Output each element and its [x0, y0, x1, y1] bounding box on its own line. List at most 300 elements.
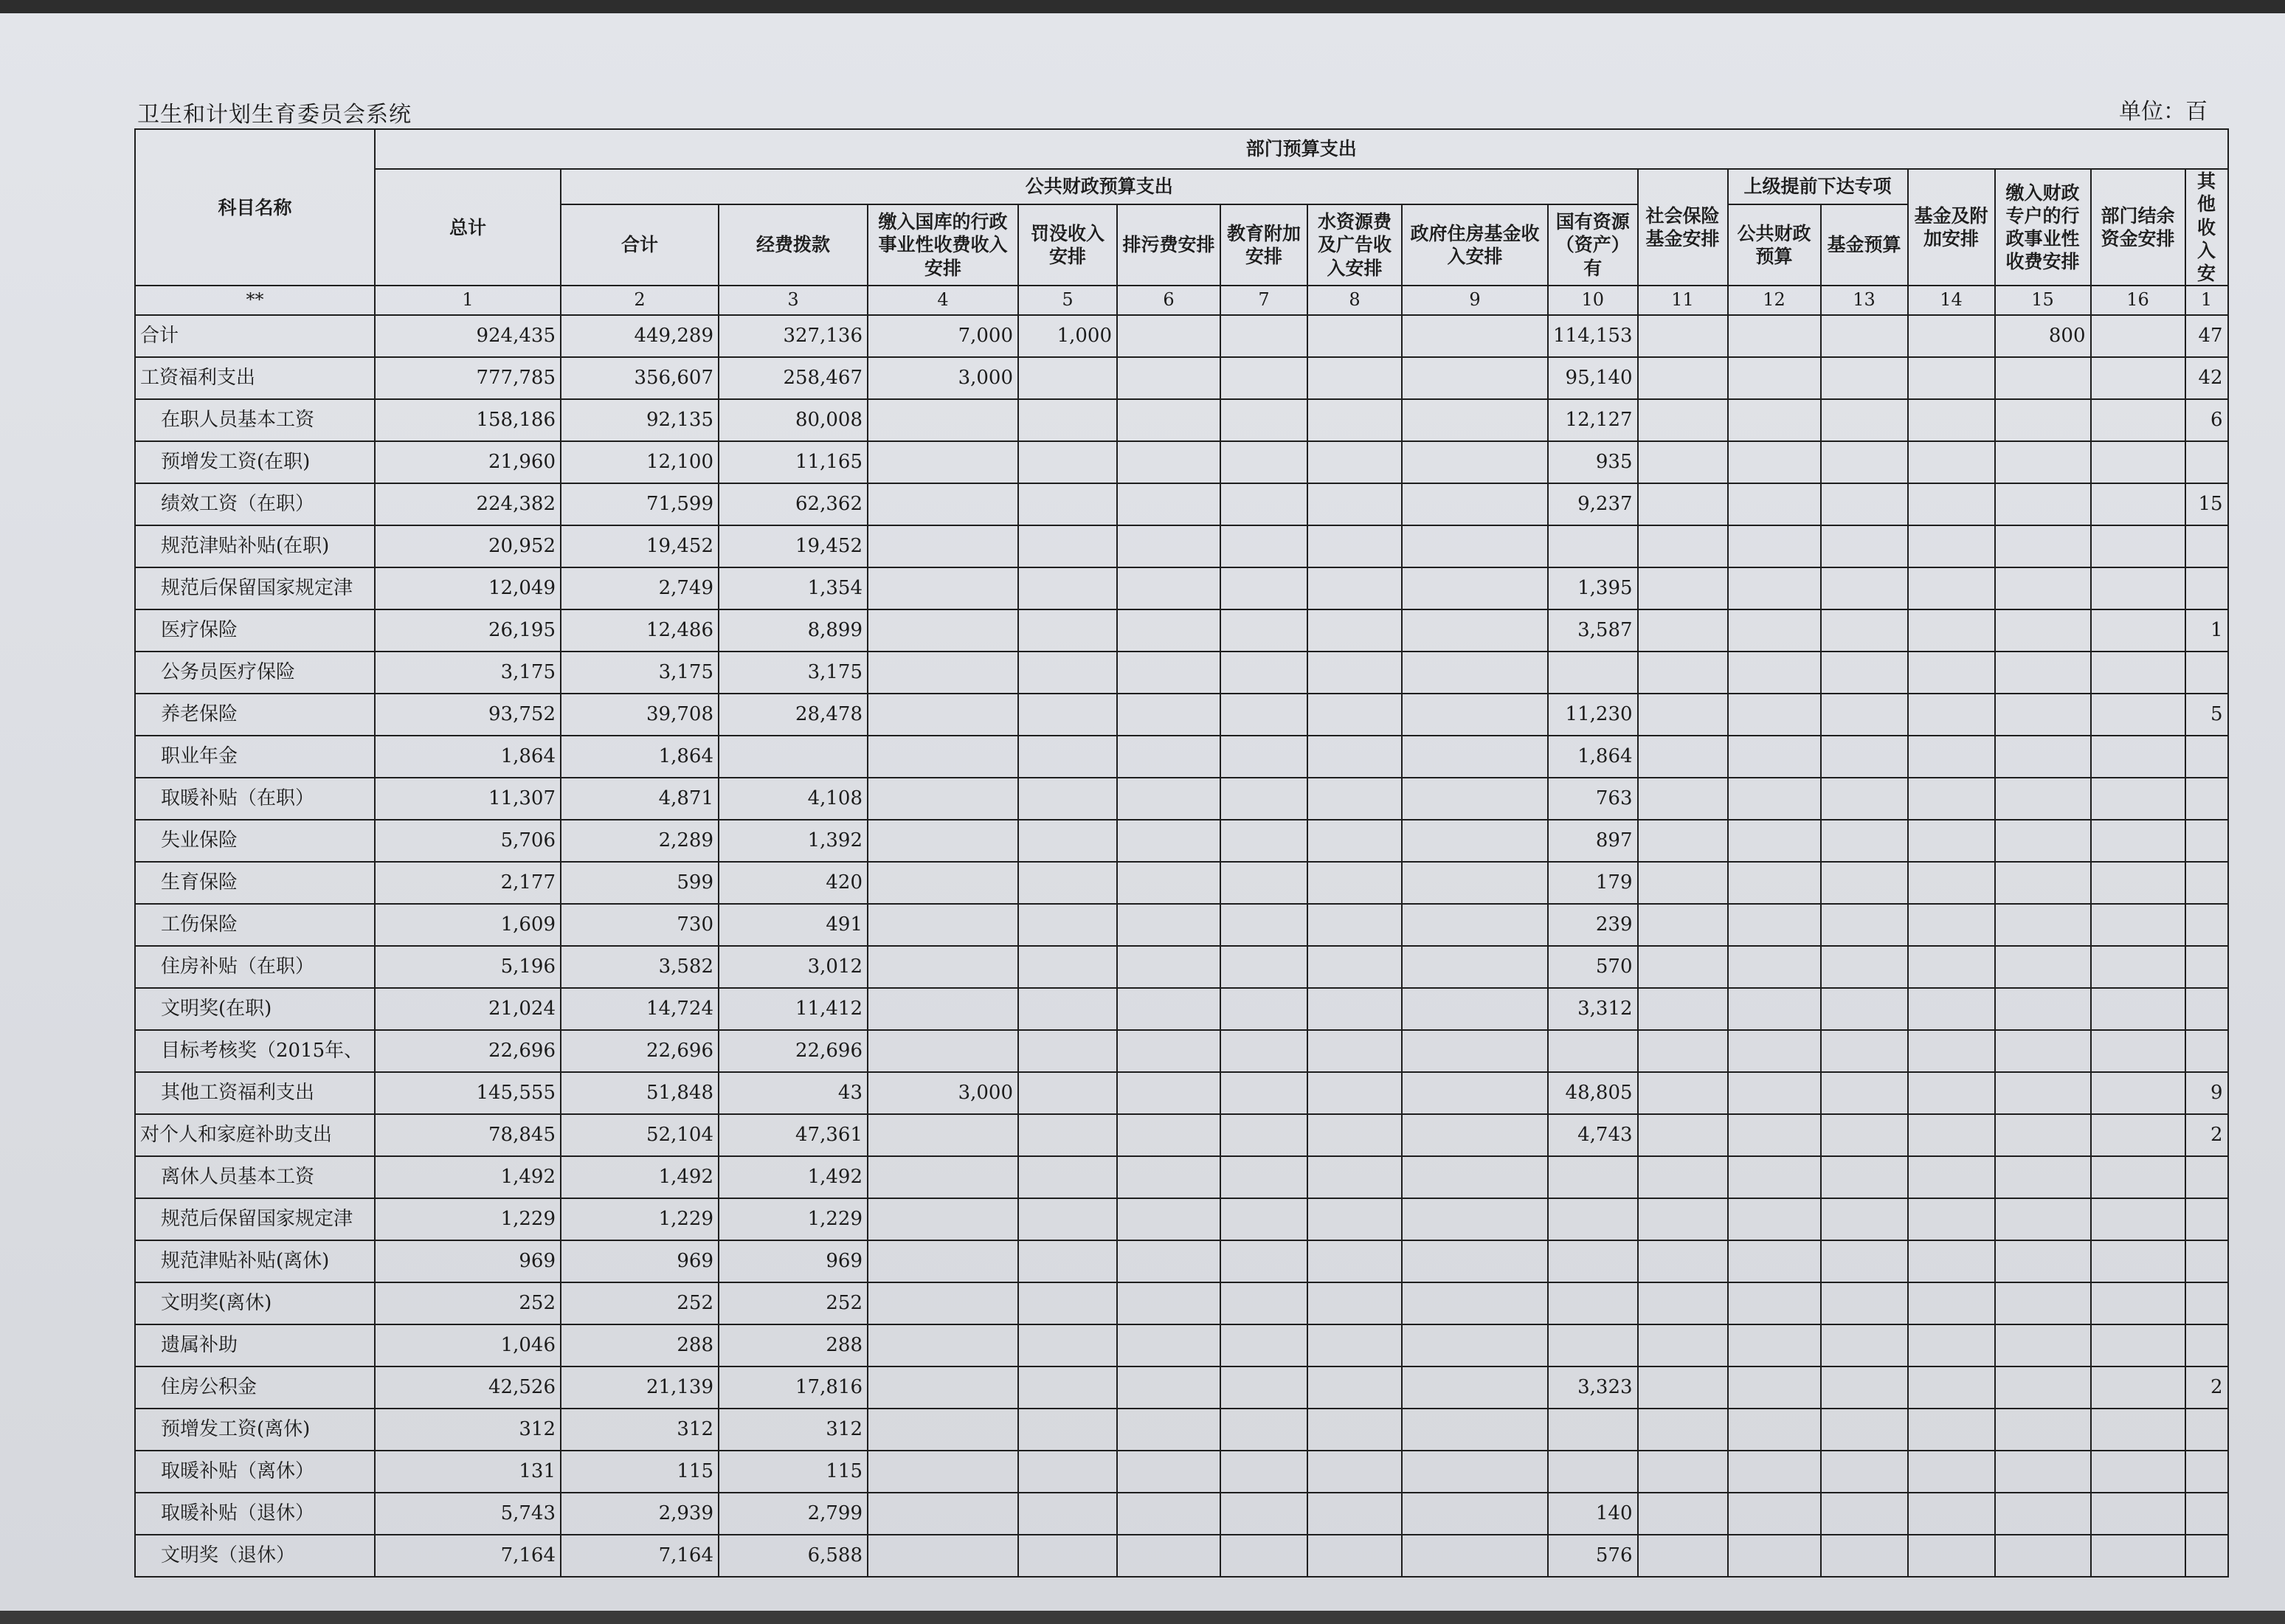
table-cell — [1220, 652, 1307, 694]
table-cell — [868, 1409, 1018, 1451]
table-cell: 19,452 — [561, 525, 719, 567]
table-cell — [1307, 1282, 1402, 1324]
superior-header: 上级提前下达专项 — [1728, 169, 1908, 204]
table-cell — [1638, 862, 1728, 904]
table-cell — [868, 1535, 1018, 1577]
table-cell: 1,000 — [1018, 315, 1117, 357]
column-index-cell: 10 — [1548, 286, 1638, 315]
table-cell — [1908, 399, 1995, 441]
column-index-cell: 13 — [1821, 286, 1908, 315]
table-cell — [1638, 652, 1728, 694]
table-cell: 252 — [561, 1282, 719, 1324]
table-cell — [1728, 904, 1821, 946]
table-cell — [868, 483, 1018, 525]
table-cell — [1821, 441, 1908, 483]
table-cell — [1995, 988, 2091, 1030]
table-cell — [1307, 1156, 1402, 1198]
table-cell — [1402, 1535, 1548, 1577]
table-cell — [868, 1366, 1018, 1409]
table-cell: 1,046 — [375, 1324, 561, 1366]
table-cell: 312 — [561, 1409, 719, 1451]
table-cell — [1018, 357, 1117, 399]
table-cell — [1908, 609, 1995, 652]
table-cell: 47,361 — [719, 1114, 868, 1156]
table-cell — [2091, 820, 2185, 862]
table-cell — [1728, 609, 1821, 652]
table-cell — [1307, 1535, 1402, 1577]
table-cell — [1220, 1324, 1307, 1366]
table-row — [135, 1114, 2228, 1156]
table-cell — [1908, 1324, 1995, 1366]
table-cell: 449,289 — [561, 315, 719, 357]
table-row — [135, 820, 2228, 862]
table-cell: 2,177 — [375, 862, 561, 904]
table-cell — [1220, 778, 1307, 820]
row-subject-name: 目标考核奖（2015年、 — [135, 1030, 375, 1072]
table-cell — [1728, 399, 1821, 441]
table-cell — [1548, 652, 1638, 694]
table-cell — [1821, 904, 1908, 946]
table-cell — [1821, 862, 1908, 904]
table-cell: 969 — [375, 1240, 561, 1282]
row-subject-name: 遗属补助 — [135, 1324, 375, 1366]
table-cell — [1728, 1409, 1821, 1451]
table-cell — [2185, 441, 2228, 483]
table-cell: 5 — [2185, 694, 2228, 736]
table-cell — [1402, 609, 1548, 652]
table-cell: 288 — [719, 1324, 868, 1366]
table-cell — [1307, 946, 1402, 988]
row-subject-name: 规范津贴补贴(离休) — [135, 1240, 375, 1282]
table-cell — [1908, 1240, 1995, 1282]
table-cell — [1117, 1324, 1220, 1366]
table-cell — [1548, 1156, 1638, 1198]
photo-top-edge — [0, 0, 2285, 13]
subtotal-header: 合计 — [561, 204, 719, 286]
table-cell: 140 — [1548, 1493, 1638, 1535]
table-cell: 1,229 — [561, 1198, 719, 1240]
table-cell — [2091, 1030, 2185, 1072]
table-cell: 312 — [719, 1409, 868, 1451]
table-cell: 897 — [1548, 820, 1638, 862]
table-cell: 48,805 — [1548, 1072, 1638, 1114]
table-cell — [2091, 862, 2185, 904]
row-subject-name: 医疗保险 — [135, 609, 375, 652]
table-cell — [1117, 946, 1220, 988]
table-cell: 969 — [561, 1240, 719, 1282]
table-cell — [1117, 1493, 1220, 1535]
table-cell — [1995, 483, 2091, 525]
table-cell: 4,108 — [719, 778, 868, 820]
total-header: 总计 — [375, 169, 561, 286]
table-cell: 52,104 — [561, 1114, 719, 1156]
table-cell — [1018, 652, 1117, 694]
table-cell — [1638, 1535, 1728, 1577]
table-cell — [1638, 1114, 1728, 1156]
table-cell: 288 — [561, 1324, 719, 1366]
column-index-cell: 12 — [1728, 286, 1821, 315]
row-subject-name: 取暖补贴（离休） — [135, 1451, 375, 1493]
table-cell — [1402, 357, 1548, 399]
table-cell — [868, 441, 1018, 483]
table-cell — [1995, 1535, 2091, 1577]
table-cell: 2,939 — [561, 1493, 719, 1535]
table-cell — [1728, 694, 1821, 736]
table-row — [135, 483, 2228, 525]
table-cell — [1908, 525, 1995, 567]
table-cell: 356,607 — [561, 357, 719, 399]
table-row — [135, 609, 2228, 652]
table-cell — [2091, 1493, 2185, 1535]
table-cell — [1402, 315, 1548, 357]
table-cell — [2185, 862, 2228, 904]
table-cell: 1,492 — [561, 1156, 719, 1198]
table-cell — [1821, 820, 1908, 862]
table-cell — [1307, 315, 1402, 357]
table-cell — [868, 1282, 1018, 1324]
table-cell — [1995, 1198, 2091, 1240]
table-cell — [1638, 567, 1728, 609]
table-cell — [1638, 315, 1728, 357]
table-cell: 21,024 — [375, 988, 561, 1030]
table-cell — [2185, 1535, 2228, 1577]
table-cell: 114,153 — [1548, 315, 1638, 357]
table-cell — [1548, 525, 1638, 567]
table-cell — [1821, 1114, 1908, 1156]
table-cell — [1821, 609, 1908, 652]
table-cell: 179 — [1548, 862, 1638, 904]
table-cell: 312 — [375, 1409, 561, 1451]
table-cell — [868, 1114, 1018, 1156]
table-cell — [1018, 1282, 1117, 1324]
table-cell — [1728, 862, 1821, 904]
table-cell: 22,696 — [561, 1030, 719, 1072]
table-cell — [2091, 1114, 2185, 1156]
table-cell — [1995, 1156, 2091, 1198]
table-cell: 47 — [2185, 315, 2228, 357]
table-row — [135, 904, 2228, 946]
sup-public-header: 公共财政预算 — [1728, 204, 1821, 286]
table-cell — [2091, 525, 2185, 567]
table-cell — [1638, 946, 1728, 988]
table-cell — [2091, 1282, 2185, 1324]
table-cell: 26,195 — [375, 609, 561, 652]
table-cell — [1117, 1409, 1220, 1451]
table-cell — [868, 862, 1018, 904]
table-cell — [1728, 1198, 1821, 1240]
table-cell — [1821, 1535, 1908, 1577]
table-cell: 71,599 — [561, 483, 719, 525]
table-cell — [1821, 1072, 1908, 1114]
table-cell — [1117, 1240, 1220, 1282]
table-cell: 1,492 — [375, 1156, 561, 1198]
table-cell: 78,845 — [375, 1114, 561, 1156]
table-cell — [1402, 1493, 1548, 1535]
table-cell — [1638, 525, 1728, 567]
row-subject-name: 住房公积金 — [135, 1366, 375, 1409]
table-cell — [1220, 567, 1307, 609]
table-cell — [2185, 1240, 2228, 1282]
table-cell — [2185, 820, 2228, 862]
table-cell — [1018, 1451, 1117, 1493]
table-cell: 11,165 — [719, 441, 868, 483]
row-subject-name: 工伤保险 — [135, 904, 375, 946]
table-cell — [1117, 652, 1220, 694]
table-cell — [1728, 357, 1821, 399]
table-cell — [1638, 399, 1728, 441]
table-cell — [1995, 1324, 2091, 1366]
table-cell — [1117, 1198, 1220, 1240]
table-cell — [1638, 820, 1728, 862]
table-cell — [1908, 736, 1995, 778]
table-cell: 6 — [2185, 399, 2228, 441]
table-cell — [1638, 441, 1728, 483]
table-cell — [1307, 1198, 1402, 1240]
table-cell — [1821, 694, 1908, 736]
table-cell: 327,136 — [719, 315, 868, 357]
table-cell — [1117, 315, 1220, 357]
table-cell — [1821, 652, 1908, 694]
sup-fund-header: 基金预算 — [1821, 204, 1908, 286]
table-cell: 3,175 — [719, 652, 868, 694]
table-cell — [1117, 525, 1220, 567]
table-cell — [1995, 1366, 2091, 1409]
table-cell — [1117, 736, 1220, 778]
table-cell — [1728, 483, 1821, 525]
table-cell — [1220, 820, 1307, 862]
table-cell — [1117, 1535, 1220, 1577]
table-cell — [1548, 1451, 1638, 1493]
subject-header: 科目名称 — [135, 129, 375, 286]
row-subject-name: 规范后保留国家规定津 — [135, 567, 375, 609]
table-cell — [1995, 1072, 2091, 1114]
row-subject-name: 在职人员基本工资 — [135, 399, 375, 441]
table-cell — [1018, 694, 1117, 736]
table-cell: 3,582 — [561, 946, 719, 988]
table-cell: 599 — [561, 862, 719, 904]
table-cell — [1908, 1072, 1995, 1114]
table-cell — [1307, 652, 1402, 694]
table-cell — [1728, 567, 1821, 609]
table-cell: 42,526 — [375, 1366, 561, 1409]
table-cell — [1821, 1366, 1908, 1409]
public-finance-header: 公共财政预算支出 — [561, 169, 1638, 204]
social-security-header: 社会保险基金安排 — [1638, 169, 1728, 286]
table-cell — [868, 694, 1018, 736]
table-cell — [1307, 1072, 1402, 1114]
table-cell: 12,486 — [561, 609, 719, 652]
table-cell — [2091, 988, 2185, 1030]
table-cell — [1117, 399, 1220, 441]
table-cell: 2,289 — [561, 820, 719, 862]
table-cell — [1728, 1030, 1821, 1072]
table-cell — [1995, 399, 2091, 441]
table-cell: 51,848 — [561, 1072, 719, 1114]
table-cell: 22,696 — [375, 1030, 561, 1072]
table-cell: 15 — [2185, 483, 2228, 525]
table-cell — [1402, 694, 1548, 736]
table-cell — [1018, 946, 1117, 988]
photo-bottom-edge — [0, 1611, 2285, 1624]
table-cell: 21,960 — [375, 441, 561, 483]
table-cell — [1117, 820, 1220, 862]
table-cell — [2091, 1240, 2185, 1282]
table-cell — [868, 778, 1018, 820]
table-cell — [1307, 904, 1402, 946]
table-cell — [2091, 1535, 2185, 1577]
table-cell — [1117, 988, 1220, 1030]
table-cell — [1908, 694, 1995, 736]
column-index — [135, 286, 2228, 315]
table-cell — [1908, 820, 1995, 862]
table-cell: 5,706 — [375, 820, 561, 862]
table-cell — [1908, 988, 1995, 1030]
table-cell — [1402, 525, 1548, 567]
table-cell — [1307, 441, 1402, 483]
row-subject-name: 规范津贴补贴(在职) — [135, 525, 375, 567]
table-cell: 62,362 — [719, 483, 868, 525]
table-cell — [1638, 609, 1728, 652]
table-cell: 11,412 — [719, 988, 868, 1030]
table-cell: 8,899 — [719, 609, 868, 652]
table-cell — [1995, 862, 2091, 904]
row-subject-name: 工资福利支出 — [135, 357, 375, 399]
table-cell — [1728, 1282, 1821, 1324]
table-cell — [1638, 904, 1728, 946]
table-cell — [1307, 357, 1402, 399]
table-row — [135, 567, 2228, 609]
table-cell: 2 — [2185, 1366, 2228, 1409]
budget-table — [134, 128, 2229, 1578]
table-cell — [1220, 441, 1307, 483]
table-cell — [1638, 1324, 1728, 1366]
table-cell — [1307, 778, 1402, 820]
table-row — [135, 441, 2228, 483]
table-cell: 93,752 — [375, 694, 561, 736]
table-cell — [2091, 946, 2185, 988]
table-cell — [1995, 567, 2091, 609]
table-row — [135, 988, 2228, 1030]
table-cell — [2185, 1409, 2228, 1451]
row-subject-name: 养老保险 — [135, 694, 375, 736]
table-cell — [2091, 357, 2185, 399]
table-cell — [868, 567, 1018, 609]
education-header: 教育附加安排 — [1220, 204, 1307, 286]
table-cell — [1728, 1240, 1821, 1282]
table-row — [135, 1240, 2228, 1282]
table-cell — [1307, 483, 1402, 525]
table-cell — [1821, 315, 1908, 357]
table-cell — [1307, 820, 1402, 862]
table-cell: 2,749 — [561, 567, 719, 609]
row-subject-name: 对个人和家庭补助支出 — [135, 1114, 375, 1156]
table-cell: 730 — [561, 904, 719, 946]
table-cell: 115 — [561, 1451, 719, 1493]
table-cell: 80,008 — [719, 399, 868, 441]
table-cell — [1638, 1198, 1728, 1240]
table-cell — [1307, 525, 1402, 567]
table-cell — [1821, 357, 1908, 399]
table-cell: 420 — [719, 862, 868, 904]
table-cell — [1402, 862, 1548, 904]
table-cell: 43 — [719, 1072, 868, 1114]
table-cell — [2091, 778, 2185, 820]
table-cell — [2091, 1324, 2185, 1366]
table-cell: 3,312 — [1548, 988, 1638, 1030]
row-subject-name: 其他工资福利支出 — [135, 1072, 375, 1114]
table-cell — [2091, 399, 2185, 441]
table-cell — [2185, 946, 2228, 988]
table-cell: 224,382 — [375, 483, 561, 525]
table-cell — [1908, 1282, 1995, 1324]
table-cell — [1638, 1451, 1728, 1493]
table-cell — [1995, 357, 2091, 399]
table-cell — [1018, 1240, 1117, 1282]
table-cell — [1018, 483, 1117, 525]
table-row — [135, 1451, 2228, 1493]
table-cell — [1307, 1324, 1402, 1366]
table-cell — [1728, 1324, 1821, 1366]
table-cell — [1995, 1114, 2091, 1156]
table-cell — [1908, 1156, 1995, 1198]
row-subject-name: 预增发工资(在职) — [135, 441, 375, 483]
table-cell: 1 — [2185, 609, 2228, 652]
table-cell — [1117, 1114, 1220, 1156]
table-cell — [868, 1240, 1018, 1282]
table-cell — [1402, 567, 1548, 609]
table-cell — [1220, 609, 1307, 652]
table-cell — [1117, 904, 1220, 946]
treasury-fee-header: 缴入国库的行政事业性收费收入安排 — [868, 204, 1018, 286]
table-row — [135, 525, 2228, 567]
table-cell: 158,186 — [375, 399, 561, 441]
table-cell — [2091, 1409, 2185, 1451]
table-cell — [1728, 1535, 1821, 1577]
table-cell — [868, 652, 1018, 694]
table-cell — [1402, 1409, 1548, 1451]
table-cell — [1548, 1030, 1638, 1072]
table-cell — [1908, 1451, 1995, 1493]
table-cell: 12,127 — [1548, 399, 1638, 441]
row-subject-name: 住房补贴（在职） — [135, 946, 375, 988]
table-cell — [1548, 1409, 1638, 1451]
table-cell — [2091, 1072, 2185, 1114]
table-cell — [1018, 1535, 1117, 1577]
table-row — [135, 1156, 2228, 1198]
table-cell: 2,799 — [719, 1493, 868, 1535]
table-cell — [1908, 441, 1995, 483]
table-cell — [1220, 1282, 1307, 1324]
table-cell — [1908, 1493, 1995, 1535]
table-cell — [1402, 988, 1548, 1030]
table-cell — [1638, 483, 1728, 525]
table-cell: 5,743 — [375, 1493, 561, 1535]
org-title: 卫生和计划生育委员会系统 — [137, 102, 412, 128]
table-row — [135, 1366, 2228, 1409]
table-cell — [1821, 1030, 1908, 1072]
table-cell — [1018, 820, 1117, 862]
table-cell — [2185, 1324, 2228, 1366]
table-cell: 22,696 — [719, 1030, 868, 1072]
table-cell — [1995, 609, 2091, 652]
table-cell — [1548, 1282, 1638, 1324]
table-cell — [868, 1198, 1018, 1240]
table-cell — [1018, 862, 1117, 904]
table-cell: 131 — [375, 1451, 561, 1493]
carryover-header: 部门结余资金安排 — [2091, 169, 2185, 286]
table-cell: 1,609 — [375, 904, 561, 946]
table-cell — [1728, 1114, 1821, 1156]
